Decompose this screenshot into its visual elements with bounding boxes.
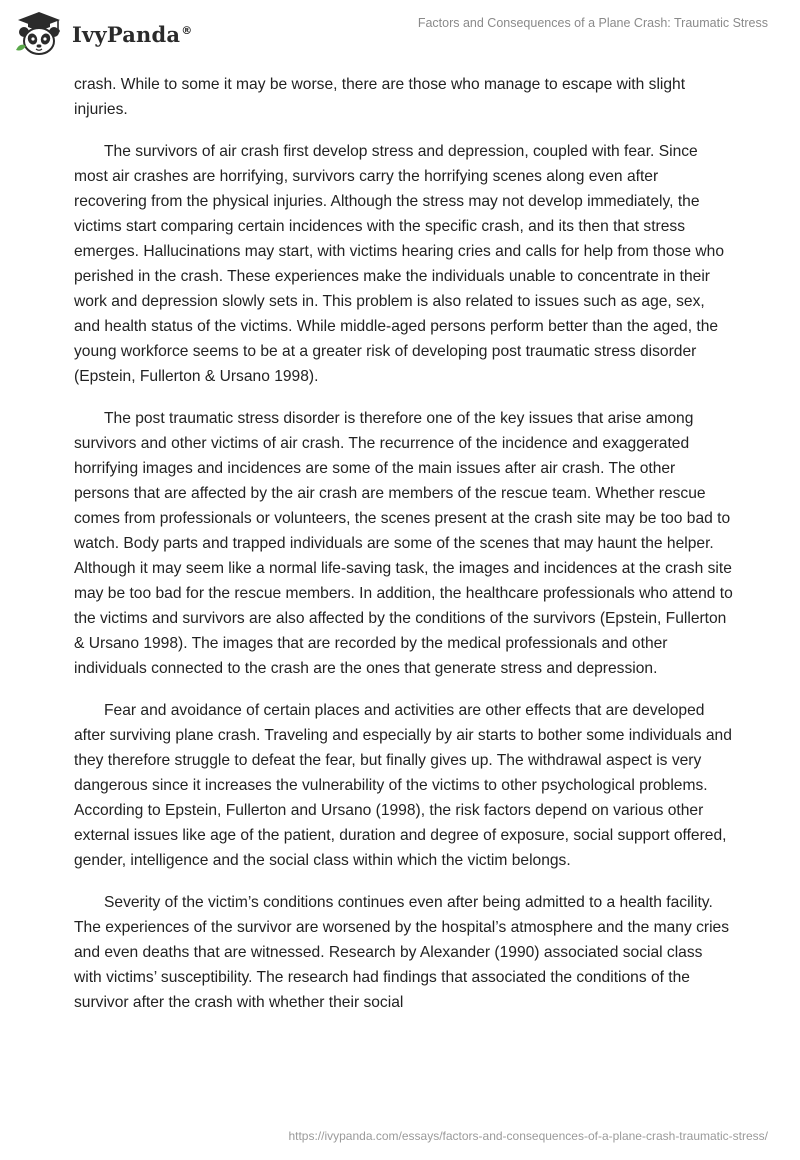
paragraph-continued: crash. While to some it may be worse, there are those who manage to escape with slight injuries. [74,76,686,118]
document-title: Factors and Consequences of a Plane Crash: Traumatic Stress [417,16,768,30]
logo-wordmark: IvyPanda® [72,21,193,47]
paragraph-stress-depression: The survivors of air crash first develop stress and depression, coupled with fear. Since most air crashes are horrifying, survivors carry the horrifying scenes along even after recovering from the physical injuries. Although the stress may not develop immediately, the victims start comparing certain incidences with the specific crash, and its then that stress emerges. Hallucinations may start, with victims hearing cries and calls for help from those who perished in the crash. These experiences make the individuals unable to concentrate in their work and depression slowly sets in. This problem is also related to issues such as age, sex, and health status of the victims. While middle-aged persons perform better than the aged, the young workforce seems to be at a greater risk of developing post traumatic stress disorder (Epstein, Fullerton & Ursano 1998). [74,143,725,385]
panda-graduation-cap-icon [14,10,64,56]
essay-body [74,72,734,1032]
page-header [0,0,800,64]
registered-mark: ® [181,23,193,37]
source-url[interactable]: https://ivypanda.com/essays/factors-and-consequences-of-a-plane-crash-traumatic-stress/ [288,1129,768,1143]
paragraph-ptsd: The post traumatic stress disorder is therefore one of the key issues that arise among survivors and other victims of air crash. The recurrence of the incidence and exaggerated horrifying images and incidences are some of the main issues after air crash. The other persons that are affected by the air crash are members of the rescue team. Whether rescue comes from professionals or volunteers, the scenes present at the crash site may be too bad to watch. Body parts and trapped individuals are some of the scenes that may haunt the helper. Although it may seem like a normal life-saving task, the images and incidences at the crash site may be too bad for the rescue members. In addition, the healthcare professionals who attend to the victims and survivors are also affected by the conditions of the survivors (Epstein, Fullerton & Ursano 1998). The images that are recorded by the medical professionals and other individuals connected to the crash are the ones that generate stress and depression. [74,410,733,677]
paragraph-fear-avoidance: Fear and avoidance of certain places and activities are other effects that are developed after surviving plane crash. Traveling and especially by air starts to bother some individuals and they therefore struggle to defeat the fear, but finally gives up. The withdrawal aspect is very dangerous since it increases the vulnerability of the victims to other psychological problems. According to Epstein, Fullerton and Ursano (1998), the risk factors depend on various other external issues like age of the patient, duration and degree of exposure, social support offered, gender, intelligence and the social class within which the victim belongs. [74,702,732,869]
paragraph-severity: Severity of the victim’s conditions continues even after being admitted to a health facility. The experiences of the survivor are worsened by the hospital’s atmosphere and the many cries and even deaths that are witnessed. Research by Alexander (1990) associated social class with victims’ susceptibility. The research had findings that associated the conditions of the survivor after the crash with whether their social [74,894,729,1011]
site-logo[interactable] [14,10,192,56]
